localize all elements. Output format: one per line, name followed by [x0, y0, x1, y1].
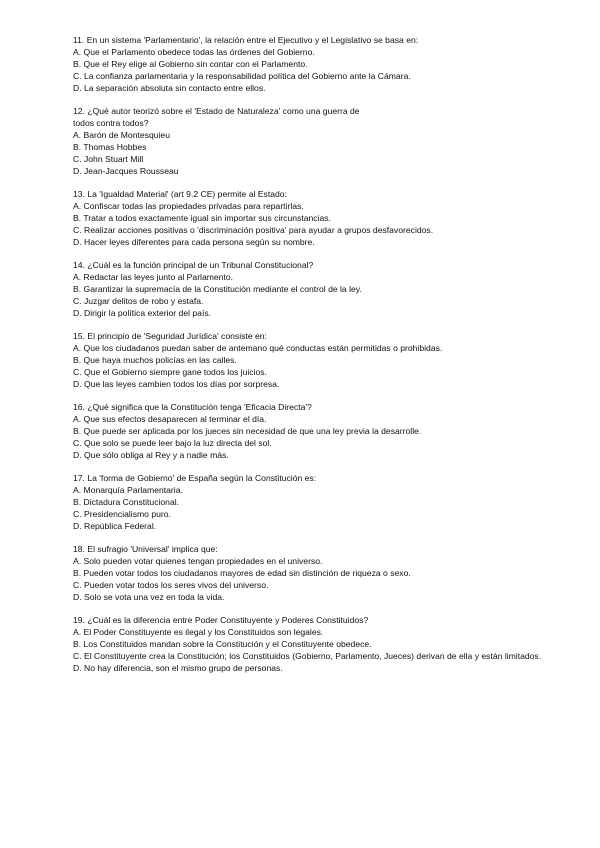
question-statement: El sufragio 'Universal' implica que: — [87, 544, 218, 554]
question-14 — [73, 259, 598, 319]
answer-option: B. Los Constituidos mandan sobre la Constitución y el Constituyente obedece. — [73, 639, 372, 649]
question-number: 15. — [73, 331, 85, 341]
question-statement: La 'Igualdad Material' (art 9.2 CE) permite al Estado: — [87, 189, 287, 199]
question-text — [73, 543, 598, 555]
question-text — [73, 330, 598, 342]
answer-option: A. Confiscar todas las propiedades privadas para repartirlas. — [73, 201, 304, 211]
question-19 — [73, 614, 598, 674]
answer-option: A. Que el Parlamento obedece todas las órdenes del Gobierno. — [73, 47, 315, 57]
answer-option: A. Solo pueden votar quienes tengan propiedades en el universo. — [73, 556, 323, 566]
question-number: 12. — [73, 106, 85, 116]
answer-option: A. El Poder Constituyente es ilegal y los Constituidos son legales. — [73, 627, 324, 637]
question-text — [73, 105, 598, 129]
answer-option: C. Realizar acciones positivas o 'discriminación positiva' para ayudar a grupos desfavorecidos. — [73, 225, 434, 235]
answer-option: A. Que los ciudadanos puedan saber de antemano qué conductas están permitidas o prohibidas. — [73, 343, 443, 353]
answer-option: B. Que haya muchos policías en las calles. — [73, 355, 237, 365]
question-number: 11. — [73, 35, 85, 45]
question-text — [73, 472, 598, 484]
answer-option: A. Redactar las leyes junto al Parlamento. — [73, 272, 234, 282]
question-text — [73, 259, 598, 271]
answer-option: B. Garantizar la supremacía de la Constitución mediante el control de la ley. — [73, 284, 362, 294]
question-number: 18. — [73, 544, 85, 554]
answer-option: B. Que el Rey elige al Gobierno sin contar con el Parlamento. — [73, 59, 308, 69]
question-number: 19. — [73, 615, 85, 625]
question-text — [73, 34, 598, 46]
answer-option: D. Jean-Jacques Rousseau — [73, 166, 179, 176]
question-number: 16. — [73, 402, 85, 412]
question-statement: La 'forma de Gobierno' de España según la Constitución es: — [87, 473, 317, 483]
answer-option: C. La confianza parlamentaria y la responsabilidad política del Gobierno ante la Cámara. — [73, 71, 411, 81]
answer-option: C. John Stuart Mill — [73, 154, 144, 164]
answer-option: B. Tratar a todos exactamente igual sin importar sus circunstancias. — [73, 213, 331, 223]
answer-option: D. La separación absoluta sin contacto entre ellos. — [73, 83, 266, 93]
answer-option: B. Que puede ser aplicada por los jueces sin necesidad de que una ley previa la desarrolle. — [73, 426, 422, 436]
question-17 — [73, 472, 598, 532]
question-statement: ¿Qué significa que la Constitución tenga 'Eficacia Directa'? — [87, 402, 312, 412]
question-statement: ¿Cuál es la diferencia entre Poder Constituyente y Poderes Constituidos? — [87, 615, 369, 625]
answer-option: A. Barón de Montesquieu — [73, 130, 170, 140]
answer-option: C. Presidencialismo puro. — [73, 509, 171, 519]
answer-option: D. Que las leyes cambien todos los días por sorpresa. — [73, 379, 280, 389]
question-statement: ¿Cuál es la función principal de un Tribunal Constitucional? — [87, 260, 314, 270]
question-16 — [73, 401, 598, 461]
answer-option: C. Pueden votar todos los seres vivos del universo. — [73, 580, 269, 590]
question-statement: En un sistema 'Parlamentario', la relación entre el Ejecutivo y el Legislativo se basa en: — [86, 35, 419, 45]
answer-option: B. Dictadura Constitucional. — [73, 497, 180, 507]
answer-option: D. Hacer leyes diferentes para cada persona según su nombre. — [73, 237, 315, 247]
answer-option: C. Que el Gobierno siempre gane todos los juicios. — [73, 367, 267, 377]
question-11 — [73, 34, 598, 94]
question-15 — [73, 330, 598, 390]
answer-option: D. Que sólo obliga al Rey y a nadie más. — [73, 450, 229, 460]
question-text — [73, 614, 598, 626]
answer-option: A. Que sus efectos desaparecen al terminar el día. — [73, 414, 267, 424]
answer-option: D. No hay diferencia, son el mismo grupo de personas. — [73, 663, 283, 673]
answer-option: D. República Federal. — [73, 521, 157, 531]
question-text — [73, 401, 598, 413]
question-number: 13. — [73, 189, 85, 199]
answer-option: D. Dirigir la política exterior del país. — [73, 308, 212, 318]
question-number: 14. — [73, 260, 85, 270]
question-list — [73, 34, 598, 685]
answer-option: C. El Constituyente crea la Constitución; los Constituidos (Gobierno, Parlamento, Jueces) derivan de ella y están limitados. — [73, 651, 542, 661]
question-18 — [73, 543, 598, 603]
answer-option: D. Solo se vota una vez en toda la vida. — [73, 592, 225, 602]
question-text — [73, 188, 598, 200]
answer-option: B. Thomas Hobbes — [73, 142, 147, 152]
answer-option: C. Que solo se puede leer bajo la luz directa del sol. — [73, 438, 272, 448]
question-13 — [73, 188, 598, 248]
question-statement: El principio de 'Seguridad Jurídica' consiste en: — [87, 331, 267, 341]
answer-option: B. Pueden votar todos los ciudadanos mayores de edad sin distinción de riqueza o sexo. — [73, 568, 411, 578]
question-number: 17. — [73, 473, 85, 483]
question-statement: ¿Qué autor teorizó sobre el 'Estado de Naturaleza' como una guerra de todos contra todos? — [73, 106, 360, 128]
question-12 — [73, 105, 598, 177]
answer-option: A. Monarquía Parlamentaria. — [73, 485, 183, 495]
answer-option: C. Juzgar delitos de robo y estafa. — [73, 296, 204, 306]
